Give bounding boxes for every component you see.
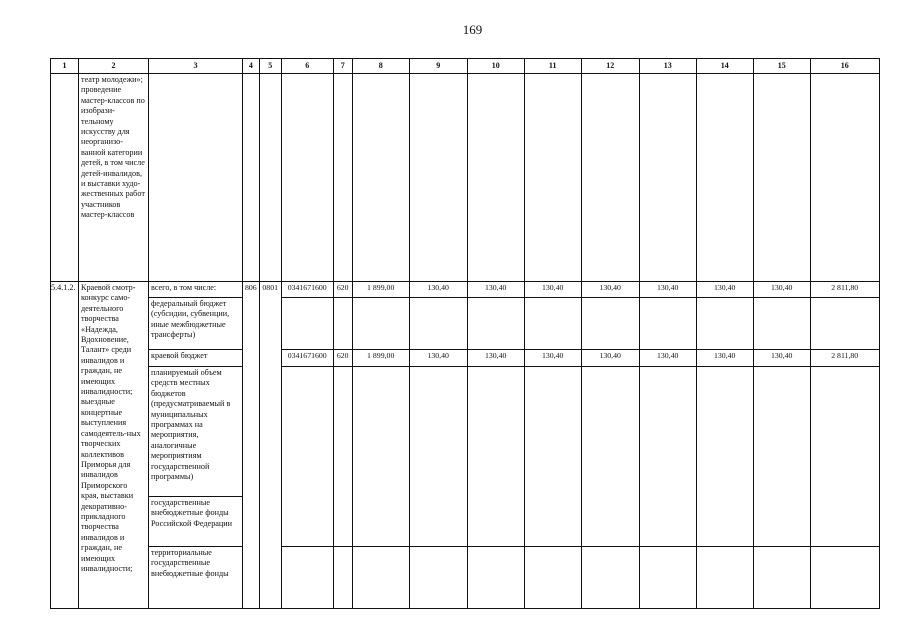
header-cell: 16 <box>810 59 879 74</box>
value-cell <box>581 547 639 609</box>
rz-cell: 0801 <box>259 282 281 609</box>
value-cell: 130,40 <box>696 282 753 298</box>
value-cell: 130,40 <box>581 282 639 298</box>
header-cell: 15 <box>753 59 810 74</box>
header-cell: 10 <box>467 59 524 74</box>
vr-cell: 620 <box>333 282 352 298</box>
header-cell: 9 <box>409 59 467 74</box>
value-cell <box>524 298 581 350</box>
value-cell: 2 811,80 <box>810 350 879 367</box>
vr-cell <box>333 367 352 497</box>
header-cell: 14 <box>696 59 753 74</box>
value-cell: 130,40 <box>639 282 696 298</box>
header-cell: 11 <box>524 59 581 74</box>
csr-cell: 0341671600 <box>281 350 333 367</box>
source-cell: краевой бюджет <box>149 350 243 367</box>
header-cell: 6 <box>281 59 333 74</box>
budget-table <box>50 58 880 609</box>
value-cell <box>810 547 879 609</box>
value-cell <box>753 547 810 609</box>
value-cell: 130,40 <box>467 350 524 367</box>
value-cell: 130,40 <box>753 350 810 367</box>
value-cell <box>524 367 581 497</box>
page-number: 169 <box>462 22 483 37</box>
value-cell: 130,40 <box>753 282 810 298</box>
value-cell <box>352 298 409 350</box>
source-cell: планируемый объем средств местных бюджетов (предусматриваемый в муниципальных программах на мероприятия, аналогичные мероприятиям государственной программы) <box>149 367 243 497</box>
header-cell: 5 <box>259 59 281 74</box>
header-cell: 13 <box>639 59 696 74</box>
vr-cell <box>333 497 352 547</box>
value-cell <box>639 497 696 547</box>
item-name: Краевой смотр-конкурс само-деятельного творчества «Надежда, Вдохновение, Талант» среди инвалидов и граждан, не имеющих инвалидности; выездные концертные выступления самодеятель-ных творческих коллективов Приморья для инвалидов Приморского края, выставки декоративно-прикладного творчества инвалидов и граждан, не имеющих инвалидности; <box>79 282 149 609</box>
header-cell: 7 <box>333 59 352 74</box>
value-cell <box>352 497 409 547</box>
table-row <box>51 497 880 547</box>
table-row <box>51 282 880 298</box>
value-cell <box>467 367 524 497</box>
value-cell <box>409 298 467 350</box>
value-cell <box>581 497 639 547</box>
value-cell <box>696 367 753 497</box>
value-cell <box>409 497 467 547</box>
value-cell <box>753 367 810 497</box>
source-cell: федеральный бюджет (субсидии, субвенции, иные межбюджетные трансферты) <box>149 298 243 350</box>
table-row <box>51 350 880 367</box>
header-row <box>51 59 880 74</box>
vr-cell <box>333 298 352 350</box>
vr-cell <box>333 547 352 609</box>
csr-cell <box>281 367 333 497</box>
value-cell: 2 811,80 <box>810 282 879 298</box>
item-number-cell <box>51 74 79 282</box>
header-cell: 4 <box>243 59 260 74</box>
value-cell: 130,40 <box>696 350 753 367</box>
value-cell: 130,40 <box>524 282 581 298</box>
value-cell <box>467 497 524 547</box>
header-cell: 3 <box>149 59 243 74</box>
value-cell <box>409 367 467 497</box>
value-cell <box>524 497 581 547</box>
value-cell <box>639 298 696 350</box>
continuation-row <box>51 74 880 282</box>
table-row <box>51 298 880 350</box>
source-cell: всего, в том числе: <box>149 282 243 298</box>
continuation-text: театр молодежи»; проведение мастер-классов по изобрази-тельному искусству для неорганизо-ванной категории детей, в том числе детей-инвалидов, и выставки худо-жественных работ участников мастер-классов <box>79 74 149 282</box>
value-cell <box>352 547 409 609</box>
value-cell: 130,40 <box>467 282 524 298</box>
value-cell <box>581 298 639 350</box>
grbs-cell: 806 <box>243 282 260 609</box>
table-row <box>51 367 880 497</box>
value-cell: 1 899,00 <box>352 282 409 298</box>
vr-cell: 620 <box>333 350 352 367</box>
source-cell: территориальные государственные внебюджетные фонды <box>149 547 243 609</box>
source-cell: государственные внебюджетные фонды Российской Федерации <box>149 497 243 547</box>
value-cell <box>753 298 810 350</box>
header-cell: 12 <box>581 59 639 74</box>
value-cell <box>810 367 879 497</box>
header-cell: 1 <box>51 59 79 74</box>
value-cell <box>352 367 409 497</box>
value-cell <box>696 497 753 547</box>
value-cell: 130,40 <box>409 350 467 367</box>
value-cell <box>581 367 639 497</box>
csr-cell <box>281 547 333 609</box>
value-cell <box>753 497 810 547</box>
value-cell: 1 899,00 <box>352 350 409 367</box>
header-cell: 8 <box>352 59 409 74</box>
header-cell: 2 <box>79 59 149 74</box>
table-row <box>51 547 880 609</box>
csr-cell: 0341671600 <box>281 282 333 298</box>
value-cell <box>467 298 524 350</box>
value-cell: 130,40 <box>524 350 581 367</box>
value-cell: 130,40 <box>639 350 696 367</box>
value-cell <box>810 497 879 547</box>
csr-cell <box>281 497 333 547</box>
value-cell: 130,40 <box>409 282 467 298</box>
value-cell <box>639 547 696 609</box>
value-cell: 130,40 <box>581 350 639 367</box>
value-cell <box>524 547 581 609</box>
value-cell <box>467 547 524 609</box>
value-cell <box>409 547 467 609</box>
value-cell <box>696 298 753 350</box>
csr-cell <box>281 298 333 350</box>
value-cell <box>639 367 696 497</box>
value-cell <box>696 547 753 609</box>
value-cell <box>810 298 879 350</box>
item-number: 5.4.1.2. <box>51 282 79 609</box>
